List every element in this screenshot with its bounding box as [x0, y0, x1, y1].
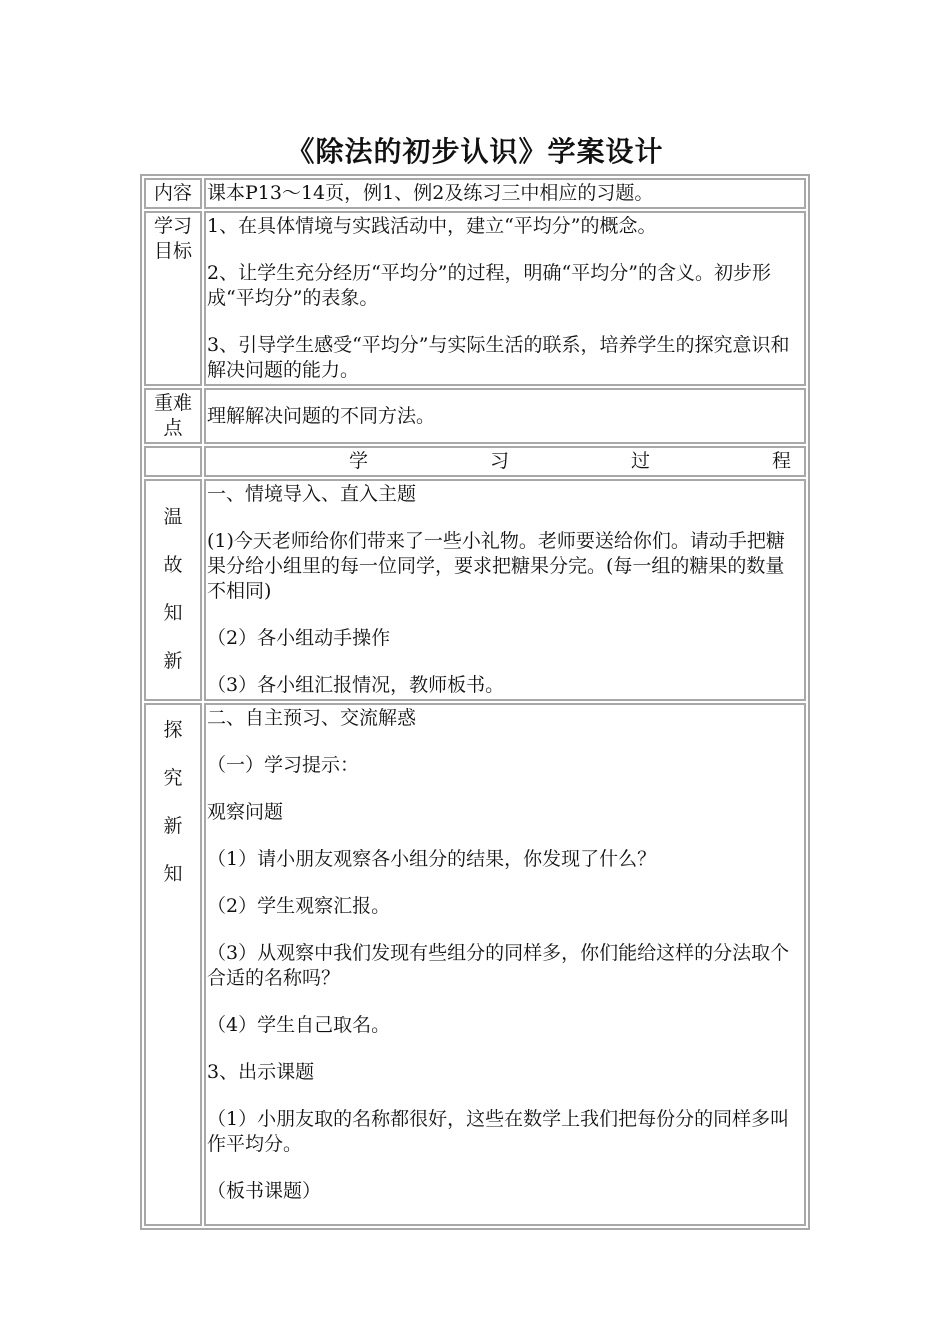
table-row-explore — [144, 703, 806, 1226]
table-row-key-points — [144, 388, 806, 444]
label-explore — [144, 703, 202, 1226]
explore-item: （1）小朋友取的名称都很好，这些在数学上我们把每份分的同样多叫作平均分。 — [207, 1108, 790, 1155]
process-char: 学 — [349, 450, 369, 472]
goal-item: 2、让学生充分经历“平均分”的过程，明确“平均分”的含义。初步形成“平均分”的表象。 — [207, 262, 771, 309]
explore-item: （2）学生观察汇报。 — [207, 895, 391, 917]
explore-item: （3）从观察中我们发现有些组分的同样多，你们能给这样的分法取个合适的名称吗？ — [207, 942, 790, 989]
goal-item: 1、在具体情境与实践活动中，建立“平均分”的概念。 — [207, 215, 657, 237]
label-content: 内容 — [144, 178, 202, 209]
explore-item: （一）学习提示： — [207, 754, 360, 776]
goals-cell — [204, 211, 806, 386]
label-char: 究 — [163, 767, 183, 789]
empty-cell — [144, 446, 202, 477]
table-row-content — [144, 178, 806, 209]
label-char: 新 — [163, 650, 183, 672]
review-item: 一、情境导入、直入主题 — [207, 483, 417, 505]
goal-item: 3、引导学生感受“平均分”与实际生活的联系，培养学生的探究意识和解决问题的能力。 — [207, 334, 790, 381]
label-char: 新 — [163, 815, 183, 837]
label-review — [144, 479, 202, 701]
process-char: 程 — [771, 450, 791, 472]
review-cell — [204, 479, 806, 701]
process-header — [204, 446, 806, 477]
explore-item: （板书课题） — [207, 1180, 322, 1202]
explore-cell — [204, 703, 806, 1226]
label-char: 温 — [163, 506, 183, 528]
key-points-text: 理解解决问题的不同方法。 — [204, 388, 806, 444]
lesson-plan-table — [140, 174, 810, 1230]
review-item: (1)今天老师给你们带来了一些小礼物。老师要送给你们。请动手把糖果分给小组里的每一位同学，要求把糖果分完。(每一组的糖果的数量不相同) — [207, 530, 785, 602]
label-key-points: 重难点 — [144, 388, 202, 444]
label-goals: 学习目标 — [144, 211, 202, 386]
content-text: 课本P13～14页，例1、例2及练习三中相应的习题。 — [204, 178, 806, 209]
review-item: （3）各小组汇报情况，教师板书。 — [207, 674, 505, 696]
label-char: 知 — [163, 863, 183, 885]
explore-item: （4）学生自己取名。 — [207, 1014, 391, 1036]
table-row-goals — [144, 211, 806, 386]
table-row-review — [144, 479, 806, 701]
explore-item: 3、出示课题 — [207, 1061, 315, 1083]
table-row-process-header — [144, 446, 806, 477]
review-item: （2）各小组动手操作 — [207, 627, 391, 649]
explore-item: 二、自主预习、交流解惑 — [207, 707, 417, 729]
document-title: 《除法的初步认识》学案设计 — [286, 135, 664, 168]
process-char: 习 — [489, 450, 509, 472]
label-char: 探 — [163, 719, 183, 741]
label-char: 知 — [163, 602, 183, 624]
process-char: 过 — [630, 450, 650, 472]
explore-item: （1）请小朋友观察各小组分的结果，你发现了什么？ — [207, 848, 657, 870]
explore-item: 观察问题 — [207, 801, 284, 823]
label-char: 故 — [163, 554, 183, 576]
